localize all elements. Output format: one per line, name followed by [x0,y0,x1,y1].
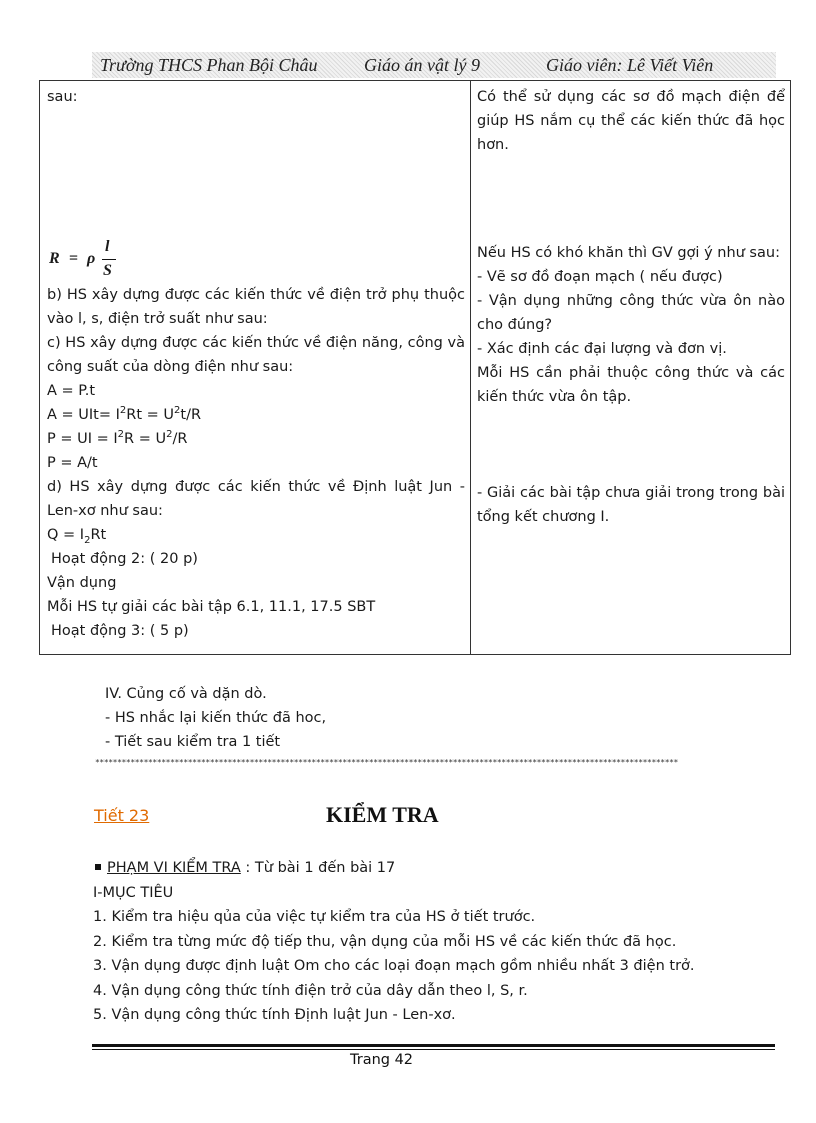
left-c-text: c) HS xây dựng được các kiến thức về điện năng, công và công suất của dòng điện như sau: [47,335,465,375]
right-note-2: Nếu HS có khó khăn thì GV gợi ý như sau: [477,245,780,261]
formula-denominator: S [103,262,112,279]
bullet-square-icon [95,864,101,870]
right-note-5: - Xác định các đại lượng và đơn vị. [477,341,727,357]
formula-numerator: l [105,238,110,255]
page-header [92,52,776,78]
eq-work: A = P.t [47,383,96,399]
section-iv-line-1: - HS nhắc lại kiến thức đã hoc, [105,710,327,726]
section-iv-title: IV. Củng cố và dặn dò. [105,686,267,702]
formula-lhs: R [49,250,60,267]
right-note-7: - Giải các bài tập chưa giải trong trong bài tổng kết chương I. [477,485,785,525]
student-activity-column [47,85,465,643]
goal-item: 4. Vận dụng công thức tính điện trở của dây dẫn theo l, S, r. [93,982,528,999]
goal-item: 5. Vận dụng công thức tính Định luật Jun - Len-xơ. [93,1007,456,1023]
goal-item: 2. Kiểm tra từng mức độ tiếp thu, vận dụng của mỗi HS về các kiến thức đã học. [93,933,677,950]
section-iv [105,682,326,754]
header-school: Trường THCS Phan Bội Châu [100,55,318,75]
activity-3-heading: Hoạt động 3: ( 5 p) [51,623,189,639]
right-note-3: - Vẽ sơ đồ đoạn mạch ( nếu được) [477,269,723,285]
scope-text: : Từ bài 1 đến bài 17 [240,860,396,876]
eq-work-uit: $A = UIt= I^2Rt = U^2t/R$ [47,405,202,423]
right-note-1: Có thể sử dụng các sơ đồ mạch điện để giúp HS nắm cụ thể các kiến thức đã học hơn. [477,89,785,153]
formula-equals: = [69,250,79,267]
eq-joule: $Q = I_2Rt$ [47,527,107,546]
lesson-table [39,80,791,655]
activity-2-heading: Hoạt động 2: ( 20 p) [51,551,198,567]
header-teacher: Giáo viên: Lê Viết Viên [546,55,714,75]
exercise-text: Mỗi HS tự giải các bài tập 6.1, 11.1, 17.5 SBT [47,599,376,615]
scope-label: PHẠM VI KIỂM TRA [107,860,241,876]
header-subject: Giáo án vật lý 9 [364,55,480,75]
scope-line [93,856,783,881]
exam-section [93,856,783,1028]
lesson-number-link[interactable]: Tiết 23 [94,806,150,825]
table-column-divider [470,81,471,654]
footer-rule-thick [92,1044,775,1047]
right-note-6: Mỗi HS cần phải thuộc công thức và các kiến thức vừa ôn tập. [477,365,785,405]
teacher-activity-column [477,85,785,529]
star-separator: ************************************************************************************************************************************ [95,758,678,767]
objectives-heading: I-MỤC TIÊU [93,884,174,901]
formula-rho: ρ [87,250,96,267]
right-note-4: - Vận dụng những công thức vừa ôn nào cho đúng? [477,293,785,333]
page-number: Trang 42 [350,1052,414,1068]
page-title: KIỂM TRA [326,802,439,827]
goal-item: 1. Kiểm tra hiệu qủa của việc tự kiểm tra của HS ở tiết trước. [93,909,536,925]
eq-power: P = UI = $I^2R = U^2/R$ [47,429,188,447]
eq-power-at: P = A/t [47,455,98,471]
resistance-formula [47,235,465,283]
left-d-text: d) HS xây dựng được các kiến thức về Định luật Jun - Len-xơ như sau: [47,479,465,519]
left-b-text: b) HS xây dựng được các kiến thức về điện trở phụ thuộc vào l, s, điện trở suất như sau: [47,287,465,327]
apply-heading: Vận dụng [47,575,117,591]
footer-rule-thin [92,1049,775,1050]
section-iv-line-2: - Tiết sau kiểm tra 1 tiết [105,734,281,750]
left-line-sau: sau: [47,89,78,105]
goal-item: 3. Vận dụng được định luật Om cho các loại đoạn mạch gồm nhiều nhất 3 điện trở. [93,958,695,974]
